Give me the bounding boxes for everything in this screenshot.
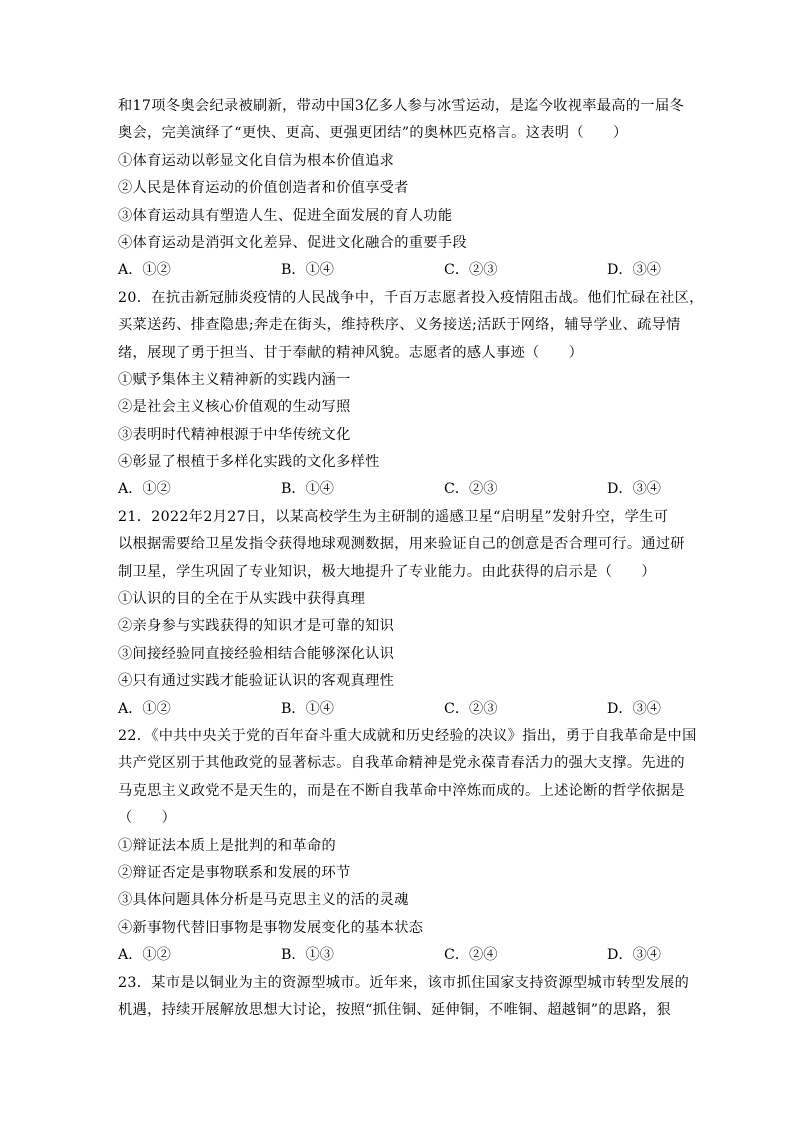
option-d: D．③④	[607, 481, 661, 498]
statement-item: ③间接经验同直接经验相结合能够深化认识	[118, 645, 395, 662]
statement-item: ④只有通过实践才能验证认识的客观真理性	[118, 673, 395, 690]
statement-item: ④新事物代替旧事物是事物发展变化的基本状态	[118, 919, 424, 936]
statement-item: ②亲身参与实践获得的知识才是可靠的知识	[118, 618, 395, 635]
question-stem-line: 23．某市是以铜业为主的资源型城市。近年来，该市抓住国家支持资源型城市转型发展的	[118, 974, 690, 991]
question-stem-line: 制卫星，学生巩固了专业知识，极大地提升了专业能力。由此获得的启示是（ ）	[118, 563, 656, 580]
option-c: C．②④	[444, 947, 498, 964]
question-20	[118, 285, 704, 504]
option-b: B．①④	[281, 262, 334, 279]
question-stem-line: 22．《中共中央关于党的百年奋斗重大成就和历史经验的决议》指出，勇于自我革命是中国	[118, 727, 697, 744]
question-21	[118, 504, 685, 723]
statement-item: ④彰显了根植于多样化实践的文化多样性	[118, 454, 380, 471]
option-d: D．③④	[607, 700, 661, 717]
question-stem-line: 绪，展现了勇于担当、甘于奉献的精神风貌。志愿者的感人事迹（ ）	[118, 344, 584, 361]
option-c: C．②③	[444, 481, 498, 498]
question-23	[118, 970, 690, 1025]
statement-item: ②辩证否定是事物联系和发展的环节	[118, 864, 351, 881]
option-d: D．③④	[607, 947, 661, 964]
statement-item: ①辩证法本质上是批判的和革命的	[118, 837, 337, 854]
answer-options	[118, 257, 678, 284]
question-22	[118, 723, 697, 970]
option-b: B．①④	[281, 700, 334, 717]
answer-options	[118, 696, 678, 723]
question-stem-line: （ ）	[118, 810, 177, 827]
answer-options	[118, 942, 678, 969]
option-a: A．①②	[118, 700, 171, 717]
answer-options	[118, 476, 678, 503]
statement-item: ③具体问题具体分析是马克思主义的活的灵魂	[118, 892, 409, 909]
statement-item: ②是社会主义核心价值观的生动写照	[118, 399, 351, 416]
option-a: A．①②	[118, 947, 171, 964]
question-stem-line: 买菜送药、排查隐患;奔走在街头，维持秩序、义务接送;活跃于网络，辅导学业、疏导情	[118, 317, 681, 334]
option-a: A．①②	[118, 481, 171, 498]
option-b: B．①④	[281, 481, 334, 498]
statement-item: ④体育运动是消弭文化差异、促进文化融合的重要手段	[118, 234, 467, 251]
question-stem-line: 和17项冬奥会纪录被刷新，带动中国3亿多人参与冰雪运动，是迄今收视率最高的一届冬	[118, 98, 685, 114]
option-c: C．②③	[444, 262, 498, 279]
statement-item: ③体育运动具有塑造人生、促进全面发展的育人功能	[118, 207, 453, 224]
question-19	[118, 93, 685, 285]
option-c: C．②③	[444, 700, 498, 717]
statement-item: ②人民是体育运动的价值创造者和价值享受者	[118, 180, 409, 197]
question-stem-line: 共产党区别于其他政党的显著标志。自我革命精神是党永葆青春活力的强大支撑。先进的	[118, 755, 685, 772]
statement-item: ①赋予集体主义精神新的实践内涵一	[118, 371, 351, 388]
option-b: B．①③	[281, 947, 334, 964]
statement-item: ③表明时代精神根源于中华传统文化	[118, 426, 351, 443]
question-stem-line: 奥会，完美演绎了“更快、更高、更强更团结”的奥林匹克格言。这表明（ ）	[118, 125, 628, 142]
option-d: D．③④	[607, 262, 661, 279]
statement-item: ①认识的目的全在于从实践中获得真理	[118, 591, 366, 608]
question-stem-line: 机遇，持续开展解放思想大讨论，按照“抓住铜、延伸铜，不唯铜、超越铜”的思路，狠	[118, 1001, 672, 1018]
question-stem-line: 以根据需要给卫星发指令获得地球观测数据，用来验证自己的创意是否合理可行。通过研	[118, 536, 685, 553]
question-stem-line: 21．2022年2月27日，以某高校学生为主研制的遥感卫星“启明星”发射升空，学生可	[118, 508, 669, 525]
exam-page	[118, 93, 704, 1024]
question-stem-line: 马克思主义政党不是天生的，而是在不断自我革命中淬炼而成的。上述论断的哲学依据是	[118, 782, 685, 799]
statement-item: ①体育运动以彰显文化自信为根本价值追求	[118, 152, 395, 169]
question-stem-line: 20．在抗击新冠肺炎疫情的人民战争中，千百万志愿者投入疫情阻击战。他们忙碌在社区，	[118, 289, 704, 306]
option-a: A．①②	[118, 262, 171, 279]
